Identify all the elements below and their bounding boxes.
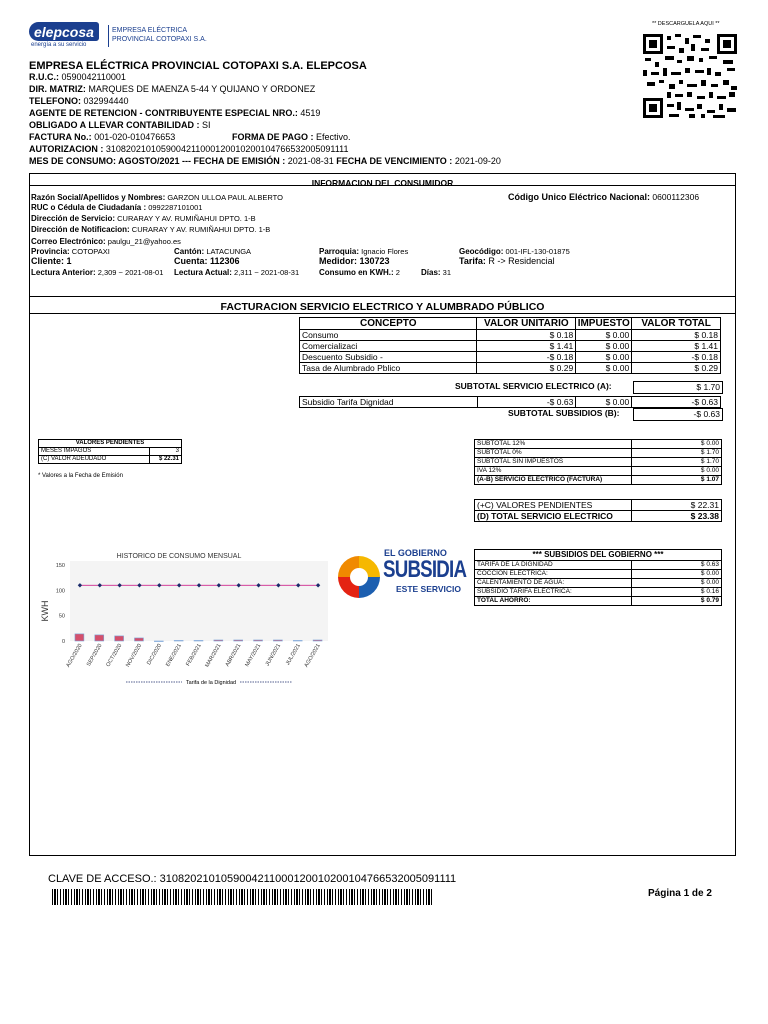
servicio-line <box>31 214 256 223</box>
pendientes-title: VALORES PENDIENTES <box>39 440 182 448</box>
chart-title: HISTORICO DE CONSUMO MENSUAL <box>116 553 242 560</box>
x-tick-label: MAR/2021 <box>204 643 223 669</box>
cuenta-label: Cuenta: <box>174 256 208 266</box>
table-row <box>475 467 722 476</box>
geocodigo-line <box>459 247 570 256</box>
pendientes-value-cell: $ 22.31 <box>150 456 182 464</box>
x-tick-label: ENE/2021 <box>165 643 183 668</box>
total-cell: $ 1.41 <box>632 341 721 352</box>
concept-cell: Descuento Subsidio - <box>300 352 477 363</box>
kwh-label: Consumo en KWH.: <box>319 268 394 277</box>
tel-line <box>29 96 129 107</box>
total-ahorro-label: TOTAL AHORRO: <box>475 597 632 606</box>
subsidio-value-cell: $ 0.00 <box>632 570 722 579</box>
tel-value: 032994440 <box>83 96 129 106</box>
razon-line <box>31 193 283 202</box>
header-impuesto: IMPUESTO <box>577 318 630 329</box>
pendientes-note: * Valores a la Fecha de Emisión <box>38 473 123 479</box>
facturacion-title-bar <box>29 296 736 314</box>
table-row <box>300 330 721 341</box>
geocodigo-value: 001-IFL-130-01875 <box>505 247 570 256</box>
chart-bar <box>75 634 84 641</box>
table-row <box>300 397 721 408</box>
table-row <box>475 458 722 467</box>
y-tick-label: 50 <box>58 613 65 620</box>
totales-value-cell: $ 0.00 <box>632 467 722 476</box>
x-tick-label: NOV/2020 <box>125 643 144 669</box>
total-cell: -$ 0.63 <box>632 397 721 408</box>
legend-label: Tarifa de la Dignidad <box>185 680 237 686</box>
correo-line <box>31 237 181 246</box>
aut-line <box>29 144 348 155</box>
tax-cell: $ 0.00 <box>576 363 632 374</box>
dir-label: DIR. MATRIZ: <box>29 84 86 94</box>
lectura-anterior-value: 2,309 ~ 2021-08-01 <box>97 268 164 277</box>
table-row <box>475 476 722 485</box>
table-row <box>39 448 182 456</box>
dir-value: MARQUES DE MAENZA 5-44 Y QUIJANO Y ORDONEZ <box>88 84 316 94</box>
medidor-value: 130723 <box>359 256 390 266</box>
subtotal-b-label: SUBTOTAL SUBSIDIOS (B): <box>508 408 620 418</box>
obligado-label: OBLIGADO A LLEVAR CONTABILIDAD : <box>29 120 200 130</box>
header-concepto: CONCEPTO <box>300 318 477 330</box>
total-cell: -$ 0.18 <box>632 352 721 363</box>
unit-cell: -$ 0.18 <box>477 352 576 363</box>
concept-cell: Comercializaci <box>300 341 477 352</box>
gobierno-subsidia-logo <box>334 548 468 618</box>
gobierno-line1: EL GOBIERNO <box>384 548 447 558</box>
page-number: Página 1 de 2 <box>648 888 712 899</box>
pago-value: Efectivo. <box>316 132 351 142</box>
ruc-consumer-value: 0992287101001 <box>148 203 203 212</box>
provincia-label: Provincia: <box>31 247 70 256</box>
factura-line <box>29 132 175 143</box>
dias-line <box>421 268 451 277</box>
table-row <box>475 561 722 570</box>
unit-cell: -$ 0.63 <box>477 397 576 408</box>
obligado-value: SI <box>202 120 211 130</box>
logo-company-line2: PROVINCIAL COTOPAXI S.A. <box>112 36 207 43</box>
razon-value: GARZON ULLOA PAUL ALBERTO <box>167 193 283 202</box>
chart-bar <box>115 636 124 641</box>
pendientes-label-cell: MESES IMPAGOS <box>39 448 150 456</box>
logo-tagline: energía a su servicio <box>31 42 87 48</box>
concept-cell: Subsidio Tarifa Dignidad <box>300 397 478 408</box>
unit-cell: $ 0.18 <box>477 330 576 341</box>
codigo-line <box>508 193 699 202</box>
clave-acceso <box>48 873 456 885</box>
chart-plot-area <box>70 561 328 641</box>
fechas-line <box>29 156 501 167</box>
geocodigo-label: Geocódigo: <box>459 247 504 256</box>
lectura-anterior-label: Lectura Anterior: <box>31 268 96 277</box>
venc-label: FECHA DE VENCIMIENTO : <box>336 156 453 166</box>
subsidio-label-cell: COCCION ELECTRICA: <box>475 570 632 579</box>
subsidio-label-cell: TARIFA DE LA DIGNIDAD <box>475 561 632 570</box>
subsidio-value-cell: $ 0.16 <box>632 588 722 597</box>
lectura-actual-line <box>174 268 299 277</box>
unit-cell: $ 1.41 <box>477 341 576 352</box>
tarifa-label: Tarifa: <box>459 256 486 266</box>
clave-value: 3108202101059004211000120010200104766532005091111 <box>159 873 457 885</box>
chart-bar <box>214 640 223 641</box>
mes-label: MES DE CONSUMO: AGOSTO/2021 --- FECHA DE EMISIÓN : <box>29 156 286 166</box>
pendientes-label-cell: (C) VALOR ADEUDADO <box>39 456 150 464</box>
pendientes-total-label: (+C) VALORES PENDIENTES <box>475 500 632 511</box>
pago-line <box>232 132 351 143</box>
chart-bar <box>254 640 263 641</box>
pendientes-header-row <box>39 440 182 448</box>
subsidios-title: *** SUBSIDIOS DEL GOBIERNO *** <box>475 550 722 561</box>
x-tick-label: AGO/2020 <box>65 643 84 669</box>
table-row <box>39 456 182 464</box>
aut-value: 3108202101059004211000120010200104766532005091111 <box>105 144 349 154</box>
medidor-label: Medidor: <box>319 256 357 266</box>
subsidio-value-cell: $ 0.00 <box>632 579 722 588</box>
concepts-header-row <box>300 318 721 330</box>
x-tick-label: JUN/2021 <box>264 643 283 668</box>
cuenta-value: 112306 <box>210 256 240 266</box>
subsidios-header-row <box>475 550 722 561</box>
table-row <box>475 579 722 588</box>
tax-cell: $ 0.00 <box>576 341 632 352</box>
kwh-value: 2 <box>395 268 400 277</box>
lectura-actual-value: 2,311 ~ 2021-08-31 <box>234 268 300 277</box>
notif-line <box>31 225 270 234</box>
canton-label: Cantón: <box>174 247 205 256</box>
totales-label-cell: SUBTOTAL SIN IMPUESTOS <box>475 458 632 467</box>
table-row <box>475 511 722 522</box>
total-cell: $ 0.18 <box>632 330 721 341</box>
agente-value: 4519 <box>300 108 321 118</box>
qr-code-icon[interactable] <box>643 34 737 118</box>
provincia-line <box>31 247 110 256</box>
subsidio-label-cell: CALENTAMIENTO DE AGUA: <box>475 579 632 588</box>
subsidio-emblem-icon <box>334 552 384 604</box>
y-tick-label: 100 <box>55 588 65 595</box>
pendientes-value-cell: 3 <box>150 448 182 456</box>
emision-value: 2021-08-31 <box>287 156 334 166</box>
subsidio-label-cell: SUBSIDIO TARIFA ELECTRICA: <box>475 588 632 597</box>
gobierno-line3: ESTE SERVICIO <box>396 584 462 594</box>
parroquia-value: Ignacio Flores <box>361 247 409 256</box>
header-valor-total: VALOR TOTAL <box>632 318 721 330</box>
chart-bar <box>95 635 104 641</box>
subtotal-a-label: SUBTOTAL SERVICIO ELECTRICO (A): <box>455 381 612 391</box>
subtotal-b-value: -$ 0.63 <box>633 408 723 421</box>
concepts-table <box>299 317 721 374</box>
servicio-label: Dirección de Servicio: <box>31 214 116 223</box>
razon-label: Razón Social/Apellidos y Nombres: <box>31 193 166 202</box>
correo-label: Correo Electrónico: <box>31 237 106 246</box>
header-valor-unitario: VALOR UNITARIO <box>477 318 576 330</box>
chart-bar <box>234 640 243 641</box>
total-ahorro-value: $ 0.79 <box>632 597 722 606</box>
table-row <box>475 440 722 449</box>
company-name: EMPRESA ELÉCTRICA PROVINCIAL COTOPAXI S.A. ELEPCOSA <box>29 60 367 72</box>
medidor-line <box>319 257 390 266</box>
notif-value: CURARAY Y AV. RUMIÑAHUI DPTO. 1-B <box>131 225 271 234</box>
barcode-icon <box>52 889 434 905</box>
chart-bar <box>174 640 183 641</box>
ruc-line <box>29 72 126 83</box>
consumption-chart <box>34 545 334 690</box>
dir-line <box>29 84 315 95</box>
table-row <box>300 352 721 363</box>
facturacion-title: FACTURACION SERVICIO ELECTRICO Y ALUMBRADO PÚBLICO <box>220 301 545 313</box>
agente-line <box>29 108 320 119</box>
chart-bar <box>194 640 203 641</box>
kwh-line <box>319 268 400 277</box>
concept-cell: Tasa de Alumbrado Pblico <box>300 363 477 374</box>
correo-value: paulgu_21@yahoo.es <box>107 237 181 246</box>
totales-value-cell: $ 1.70 <box>632 458 722 467</box>
totales-label-cell: SUBTOTAL 12% <box>475 440 632 449</box>
tax-cell: $ 0.00 <box>576 352 632 363</box>
canton-line <box>174 247 251 256</box>
pendientes-total-value: $ 22.31 <box>632 500 722 511</box>
qr-caption: ** DESCARGUELA AQUI ** <box>652 21 720 27</box>
chart-bar <box>154 641 163 642</box>
totales-table <box>474 439 722 485</box>
codigo-value: 0600112306 <box>652 192 700 202</box>
cliente-value: 1 <box>66 256 72 266</box>
codigo-label: Código Unico Eléctrico Nacional: <box>508 192 651 202</box>
tarifa-line <box>459 257 555 266</box>
cliente-label: Cliente: <box>31 256 65 266</box>
table-row <box>300 341 721 352</box>
x-tick-label: AGO/2021 <box>303 643 322 669</box>
canton-value: LATACUNGA <box>206 247 252 256</box>
dias-label: Días: <box>421 268 441 277</box>
table-row <box>475 500 722 511</box>
consumer-title-bar <box>29 173 736 186</box>
cliente-line <box>31 257 72 266</box>
x-tick-label: ABR/2021 <box>224 643 243 668</box>
total-servicio-table <box>474 499 722 522</box>
x-tick-label: JUL/2021 <box>284 643 302 667</box>
lectura-actual-label: Lectura Actual: <box>174 268 232 277</box>
agente-label: AGENTE DE RETENCION - CONTRIBUYENTE ESPECIAL NRO.: <box>29 108 298 118</box>
grand-total-value: $ 23.38 <box>632 511 722 522</box>
chart-bar <box>135 638 144 641</box>
ruc-label: R.U.C.: <box>29 72 59 82</box>
logo-company-line1: EMPRESA ELÉCTRICA <box>112 27 188 34</box>
x-tick-label: FEB/2021 <box>185 643 203 668</box>
logo-subtitle <box>108 25 109 47</box>
factura-total-value: $ 1.07 <box>632 476 722 485</box>
servicio-value: CURARAY Y AV. RUMIÑAHUI DPTO. 1-B <box>117 214 256 223</box>
gobierno-line2: SUBSIDIA <box>383 556 467 583</box>
aut-label: AUTORIZACION : <box>29 144 104 154</box>
factura-value: 001-020-010476653 <box>94 132 176 142</box>
logo-text: elepcosa <box>34 24 94 40</box>
concept-cell: Consumo <box>300 330 477 341</box>
ruc-consumer-line <box>31 203 202 212</box>
consumer-title: INFORMACION DEL CONSUMIDOR <box>311 178 454 188</box>
subsidios-table <box>474 549 722 606</box>
chart-bar <box>293 640 302 641</box>
subsidio-table <box>299 396 721 408</box>
valores-pendientes-table <box>38 439 182 464</box>
factura-label: FACTURA No.: <box>29 132 92 142</box>
ruc-consumer-label: RUC o Cédula de Ciudadanía : <box>31 203 147 212</box>
tax-cell: $ 0.00 <box>576 397 632 408</box>
table-row <box>475 588 722 597</box>
x-tick-label: SEP/2020 <box>85 643 104 668</box>
totales-value-cell: $ 0.00 <box>632 440 722 449</box>
y-axis-label: KWH <box>40 600 50 622</box>
total-cell: $ 0.29 <box>632 363 721 374</box>
chart-bar <box>313 640 322 641</box>
obligado-line <box>29 120 211 131</box>
factura-total-label: (A-B) SERVICIO ELECTRICO (FACTURA) <box>475 476 632 485</box>
lectura-anterior-line <box>31 268 163 277</box>
venc-value: 2021-09-20 <box>454 156 501 166</box>
notif-label: Dirección de Notificacion: <box>31 225 130 234</box>
totales-label-cell: SUBTOTAL 0% <box>475 449 632 458</box>
tax-cell: $ 0.00 <box>576 330 632 341</box>
subtotal-a-value: $ 1.70 <box>633 381 723 394</box>
dias-value: 31 <box>442 268 451 277</box>
grand-total-label: (D) TOTAL SERVICIO ELECTRICO <box>475 511 632 522</box>
table-row <box>300 363 721 374</box>
ruc-value: 0590042110001 <box>61 72 126 82</box>
parroquia-line <box>319 247 408 256</box>
x-tick-label: OCT/2020 <box>105 643 124 668</box>
subsidio-value-cell: $ 0.63 <box>632 561 722 570</box>
unit-cell: $ 0.29 <box>477 363 576 374</box>
totales-label-cell: IVA 12% <box>475 467 632 476</box>
x-tick-label: MAY/2021 <box>244 643 263 668</box>
cuenta-line <box>174 257 240 266</box>
table-row <box>475 597 722 606</box>
table-row <box>475 449 722 458</box>
chart-bar <box>273 640 282 641</box>
y-tick-label: 0 <box>61 639 65 645</box>
clave-label: CLAVE DE ACCESO.: <box>48 873 157 885</box>
parroquia-label: Parroquia: <box>319 247 360 256</box>
company-logo <box>29 22 99 50</box>
totales-value-cell: $ 1.70 <box>632 449 722 458</box>
tel-label: TELEFONO: <box>29 96 81 106</box>
pago-label: FORMA DE PAGO : <box>232 132 314 142</box>
tarifa-value: R -> Residencial <box>488 256 555 266</box>
provincia-value: COTOPAXI <box>71 247 110 256</box>
x-tick-label: DIC/2020 <box>146 643 164 667</box>
y-tick-label: 150 <box>55 563 65 569</box>
table-row <box>475 570 722 579</box>
